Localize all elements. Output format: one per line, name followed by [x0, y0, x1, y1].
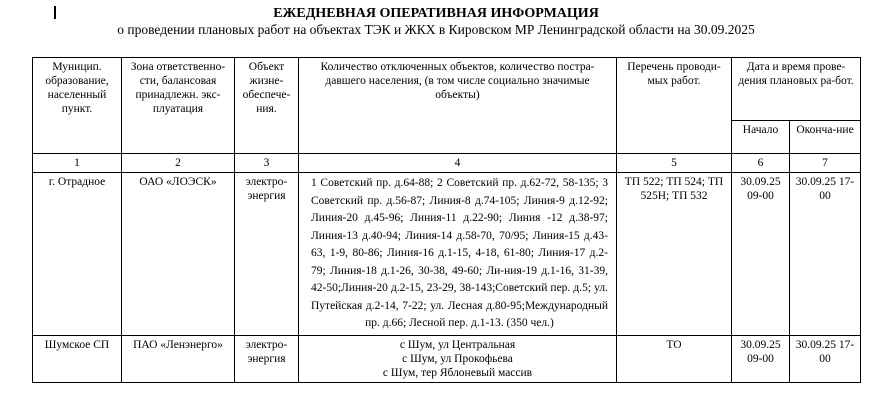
column-number: 5 [617, 154, 732, 173]
document-title: ЕЖЕДНЕВНАЯ ОПЕРАТИВНАЯ ИНФОРМАЦИЯ [273, 6, 599, 21]
header-object: Объект жизне-обеспече-ния. [235, 58, 299, 154]
column-number: 2 [122, 154, 235, 173]
header-datetime: Дата и время прове-дения плановых ра-бот. [732, 58, 861, 121]
details-line: с Шум, тер Яблоневый массив [382, 366, 533, 379]
planned-works-table [32, 57, 861, 383]
header-municipality: Муницип. образование, населенный пункт. [33, 58, 122, 154]
table-row [33, 335, 861, 382]
cell-municipality: Шумское СП [33, 335, 122, 382]
cell-object: электро-энергия [235, 335, 299, 382]
table-row [33, 173, 861, 336]
cell-start: 30.09.25 09-00 [732, 335, 790, 382]
details-line: с Шум, ул Прокофьева [402, 352, 513, 365]
document-subtitle: о проведении плановых работ на объектах ТЭК и ЖКХ в Кировском МР Ленинградской области на 30.09.2025 [117, 22, 755, 37]
cell-end: 30.09.25 17-00 [790, 173, 861, 336]
column-number: 1 [33, 154, 122, 173]
column-number: 7 [790, 154, 861, 173]
cell-works: ТП 522; ТП 524; ТП 525Н; ТП 532 [617, 173, 732, 336]
cell-details: 1 Советский пр. д.64-88; 2 Советский пр. д.62-72, 58-135; 3 Советский пр. д.56-87; Линия-8 д.74-105; Линия-9 д.12-92; Линия-20 д.45-96; Линия-11 д.22-90; Линия -12 д.38-97; Линия-13 д.40-94; Линия-14 д.58-70, 70/95; Линия-15 д.43-63, 1-9, 80-86; Линия-16 д.1-15, 4-18, 61-80; Линия-17 д.2-79; Линия-18 д.1-26, 30-38, 49-60; Ли-ния-19 д.1-16, 31-39, 42-50;Линия-20 д.2-15, 23-29, 38-143;Советский пер. д.5; ул. Путейская д.2-14, 7-22; ул. Лесная д.80-95;Международный пр. д.66; Лесной пер. д.1-13. (350 чел.) [299, 173, 617, 336]
cell-start: 30.09.25 09-00 [732, 173, 790, 336]
cell-end: 30.09.25 17-00 [790, 335, 861, 382]
table-header-row [33, 58, 861, 121]
cell-details [299, 335, 617, 382]
column-number: 4 [299, 154, 617, 173]
cell-zone: ПАО «Ленэнерго» [122, 335, 235, 382]
cell-zone: ОАО «ЛОЭСК» [122, 173, 235, 336]
column-number-row [33, 154, 861, 173]
column-number: 3 [235, 154, 299, 173]
header-zone: Зона ответственно-сти, балансовая принадлежн. экс-плуатация [122, 58, 235, 154]
column-number: 6 [732, 154, 790, 173]
cell-municipality: г. Отрадное [33, 173, 122, 336]
cell-works: ТО [617, 335, 732, 382]
header-count: Количество отключенных объектов, количество постра-давшего населения, (в том числе социально значимые объекты) [299, 58, 617, 154]
header-end: Оконча-ние [790, 121, 861, 154]
header-works: Перечень проводи-мых работ. [617, 58, 732, 154]
cell-object: электро-энергия [235, 173, 299, 336]
details-line: с Шум, ул Центральная [399, 338, 516, 351]
header-start: Начало [732, 121, 790, 154]
